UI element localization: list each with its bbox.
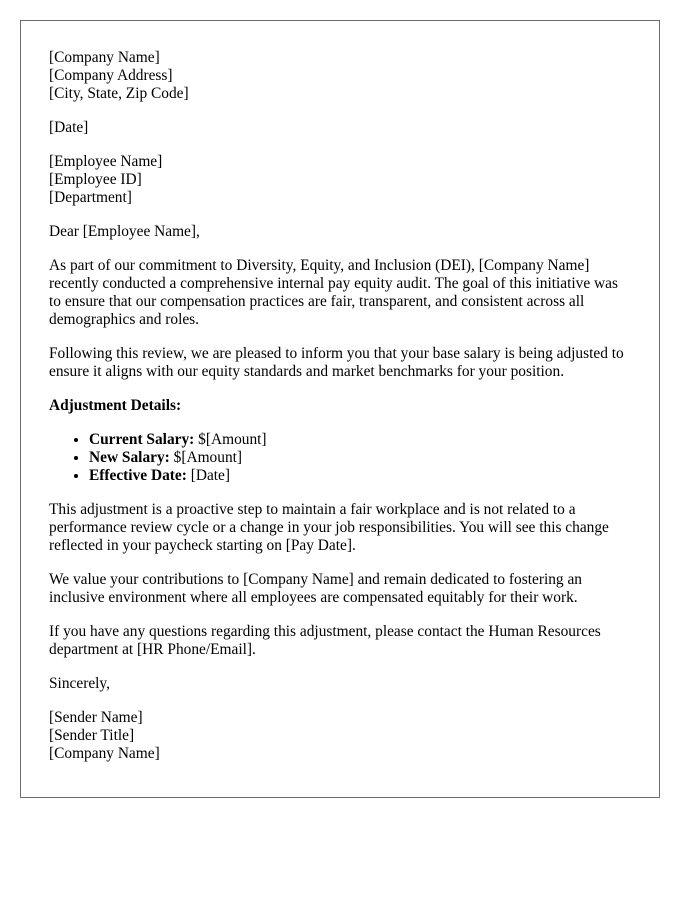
company-address-block	[49, 49, 631, 103]
closing: Sincerely,	[49, 675, 110, 692]
recipient-block	[49, 153, 631, 207]
recipient-name: [Employee Name]	[49, 153, 163, 170]
adjustment-list	[49, 431, 631, 485]
list-item	[89, 467, 631, 485]
questions-paragraph: If you have any questions regarding this adjustment, please contact the Human Resources department at [HR Phone/Email].	[49, 623, 601, 658]
list-item	[89, 449, 631, 467]
company-address: [Company Address]	[49, 67, 173, 84]
list-item-value: [Date]	[186, 467, 231, 484]
salutation: Dear [Employee Name],	[49, 223, 200, 240]
recipient-department: [Department]	[49, 189, 132, 206]
letter-date: [Date]	[49, 119, 89, 136]
adjustment-heading: Adjustment Details:	[49, 397, 182, 414]
recipient-id: [Employee ID]	[49, 171, 142, 188]
review-paragraph: Following this review, we are pleased to inform you that your base salary is being adjusted to ensure it aligns with our equity standards and market benchmarks for your position.	[49, 345, 624, 380]
sender-block	[49, 709, 631, 763]
proactive-paragraph: This adjustment is a proactive step to maintain a fair workplace and is not related to a performance review cycle or a change in your job responsibilities. You will see this change reflected in your paycheck starting on [Pay Date].	[49, 501, 609, 554]
sender-name: [Sender Name]	[49, 709, 143, 726]
company-city-state-zip: [City, State, Zip Code]	[49, 85, 189, 102]
list-item	[89, 431, 631, 449]
sender-company: [Company Name]	[49, 745, 160, 762]
date-block	[49, 119, 631, 137]
intro-paragraph: As part of our commitment to Diversity, Equity, and Inclusion (DEI), [Company Name] recently conducted a comprehensive internal pay equity audit. The goal of this initiative was to ensure that our compensation practices are fair, transparent, and consistent across all demographics and roles.	[49, 257, 618, 328]
company-name: [Company Name]	[49, 49, 160, 66]
list-item-value: $[Amount]	[169, 449, 243, 466]
value-paragraph: We value your contributions to [Company Name] and remain dedicated to fostering an inclusive environment where all employees are compensated equitably for their work.	[49, 571, 582, 606]
list-item-label: Current Salary:	[89, 431, 195, 448]
list-item-label: New Salary:	[89, 449, 170, 466]
list-item-label: Effective Date:	[89, 467, 187, 484]
list-item-value: $[Amount]	[194, 431, 267, 448]
sender-title: [Sender Title]	[49, 727, 135, 744]
letter-document	[20, 20, 660, 798]
